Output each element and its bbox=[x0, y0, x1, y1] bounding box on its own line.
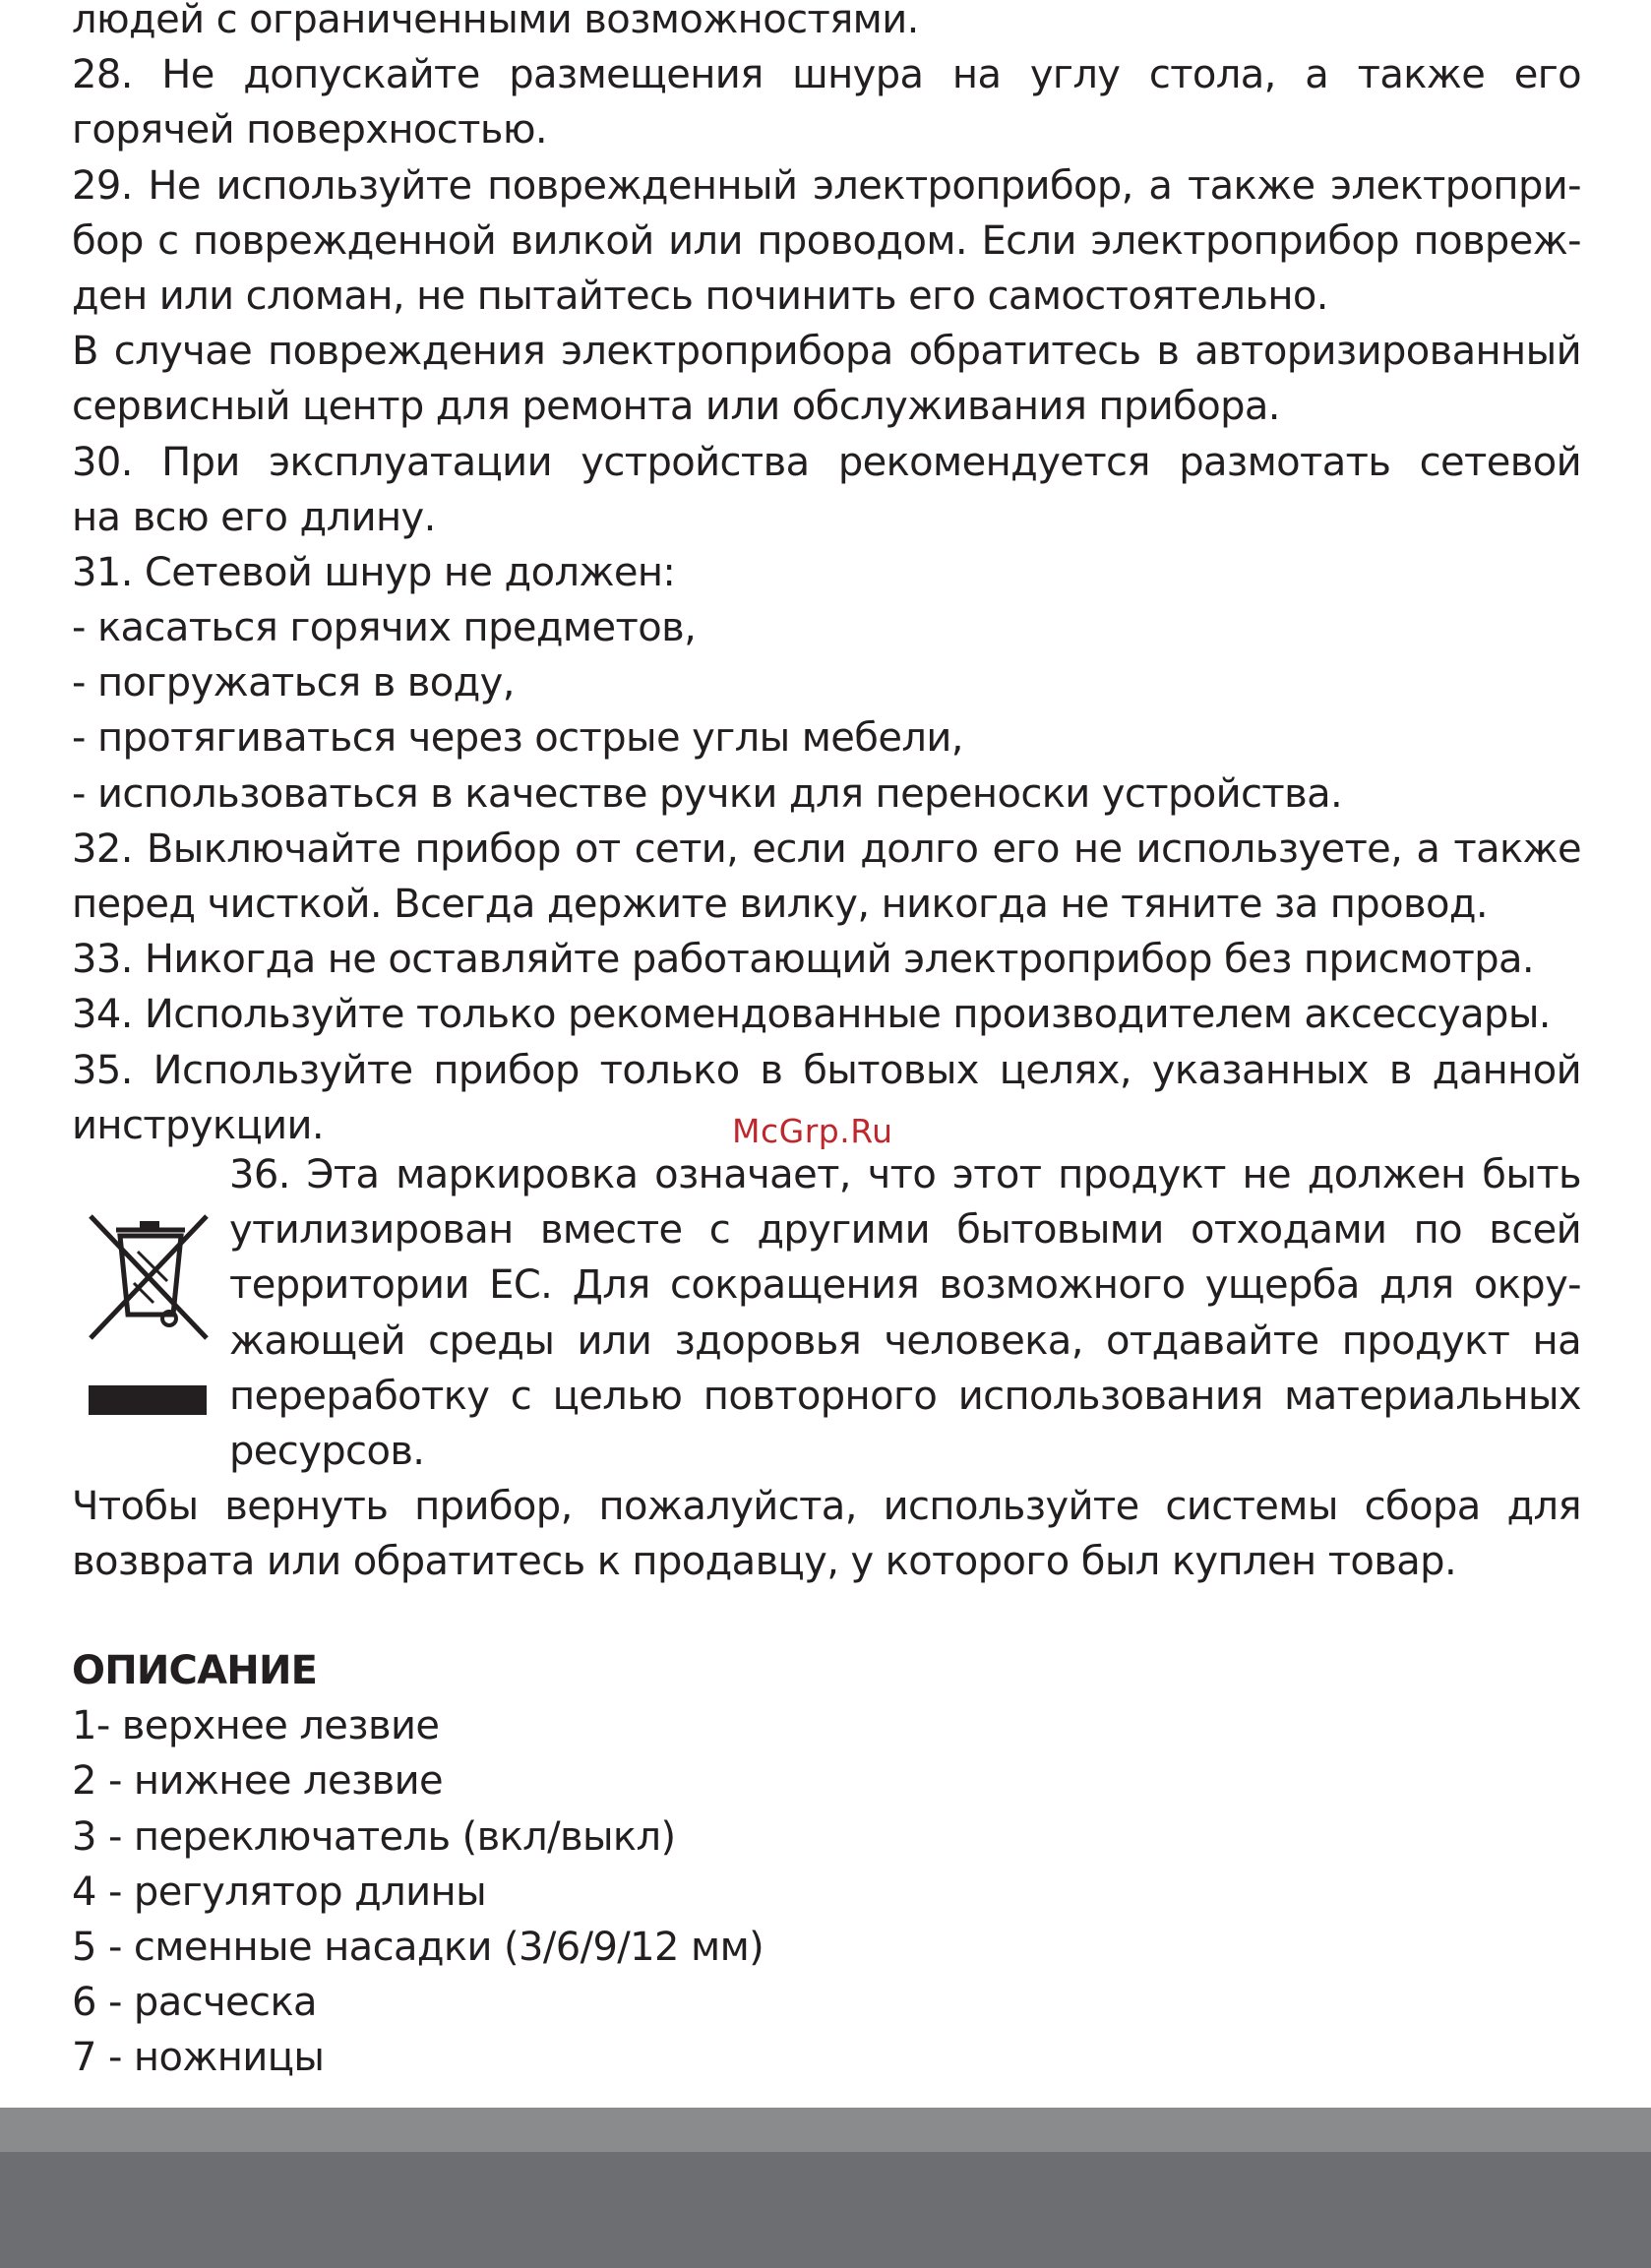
return-line: Чтобы вернуть прибор, пожалуйста, используйте системы сбора для bbox=[72, 1484, 1581, 1530]
weee-line: переработку с целью повторного использования материальных bbox=[229, 1373, 1581, 1419]
list-item: 1- верхнее лезвие bbox=[72, 1703, 440, 1749]
instruction-line: - использоваться в качестве ручки для переноски устройства. bbox=[72, 770, 1343, 817]
instruction-line: ден или сломан, не пытайтесь починить его самостоятельно. bbox=[72, 273, 1328, 319]
list-item: 4 - регулятор длины bbox=[72, 1869, 487, 1915]
weee-line: территории ЕС. Для сокращения возможного ущерба для окру- bbox=[229, 1262, 1581, 1309]
instruction-line: 30. При эксплуатации устройства рекомендуется размотать сетевой bbox=[72, 439, 1581, 485]
instruction-line: - погружаться в воду, bbox=[72, 660, 515, 706]
weee-line: жающей среды или здоровья человека, отдавайте продукт на bbox=[229, 1318, 1581, 1364]
footer-band-dark bbox=[0, 2152, 1651, 2268]
weee-line: ресурсов. bbox=[229, 1428, 425, 1474]
description-section bbox=[72, 1643, 1581, 2086]
instruction-line: 35. Используйте прибор только в бытовых целях, указанных в данной bbox=[72, 1047, 1581, 1093]
instruction-line: на всю его длину. bbox=[72, 494, 436, 540]
weee-line: утилизирован вместе с другими бытовыми отходами по всей bbox=[229, 1207, 1581, 1254]
section-heading: ОПИСАНИЕ bbox=[72, 1648, 318, 1693]
list-item: 5 - сменные насадки (3/6/9/12 мм) bbox=[72, 1924, 764, 1970]
return-line: возврата или обратитесь к продавцу, у которого был куплен товар. bbox=[72, 1539, 1457, 1585]
instruction-line: - протягиваться через острые углы мебели, bbox=[72, 715, 963, 762]
weee-paragraph bbox=[72, 1147, 1581, 1590]
watermark: McGrp.Ru bbox=[732, 1112, 893, 1150]
list-item: 2 - нижнее лезвие bbox=[72, 1758, 444, 1805]
instruction-line: - касаться горячих предметов, bbox=[72, 605, 697, 651]
list-item: 3 - переключатель (вкл/выкл) bbox=[72, 1813, 676, 1860]
instruction-line: людей с ограниченными возможностями. bbox=[72, 0, 919, 42]
instruction-line: 29. Не используйте поврежденный электроприбор, а также электропри- bbox=[72, 162, 1581, 209]
list-item: 7 - ножницы bbox=[72, 2035, 325, 2081]
list-item: 6 - расческа bbox=[72, 1980, 317, 2026]
instruction-line: перед чисткой. Всегда держите вилку, никогда не тяните за провод. bbox=[72, 882, 1488, 927]
footer-band-light bbox=[0, 2108, 1651, 2152]
instruction-line: 32. Выключайте прибор от сети, если долго его не используете, а также bbox=[72, 826, 1581, 872]
instruction-line: бор с поврежденной вилкой или проводом. Если электроприбор повреж- bbox=[72, 217, 1581, 264]
instructions-top bbox=[72, 0, 1581, 1153]
instruction-line: инструкции. bbox=[72, 1102, 324, 1148]
instruction-line: сервисный центр для ремонта или обслуживания прибора. bbox=[72, 384, 1280, 430]
weee-line: 36. Эта маркировка означает, что этот продукт не должен быть bbox=[229, 1152, 1581, 1197]
instruction-line: 31. Сетевой шнур не должен: bbox=[72, 549, 676, 595]
instruction-line: 34. Используйте только рекомендованные производителем аксессуары. bbox=[72, 992, 1551, 1038]
instruction-line: В случае повреждения электроприбора обратитесь в авторизированный bbox=[72, 329, 1581, 375]
instruction-line: 33. Никогда не оставляйте работающий электроприбор без присмотра. bbox=[72, 937, 1535, 983]
instruction-line: 28. Не допускайте размещения шнура на углу стола, а также его bbox=[72, 52, 1581, 98]
instruction-line: горячей поверхностью. bbox=[72, 107, 548, 153]
